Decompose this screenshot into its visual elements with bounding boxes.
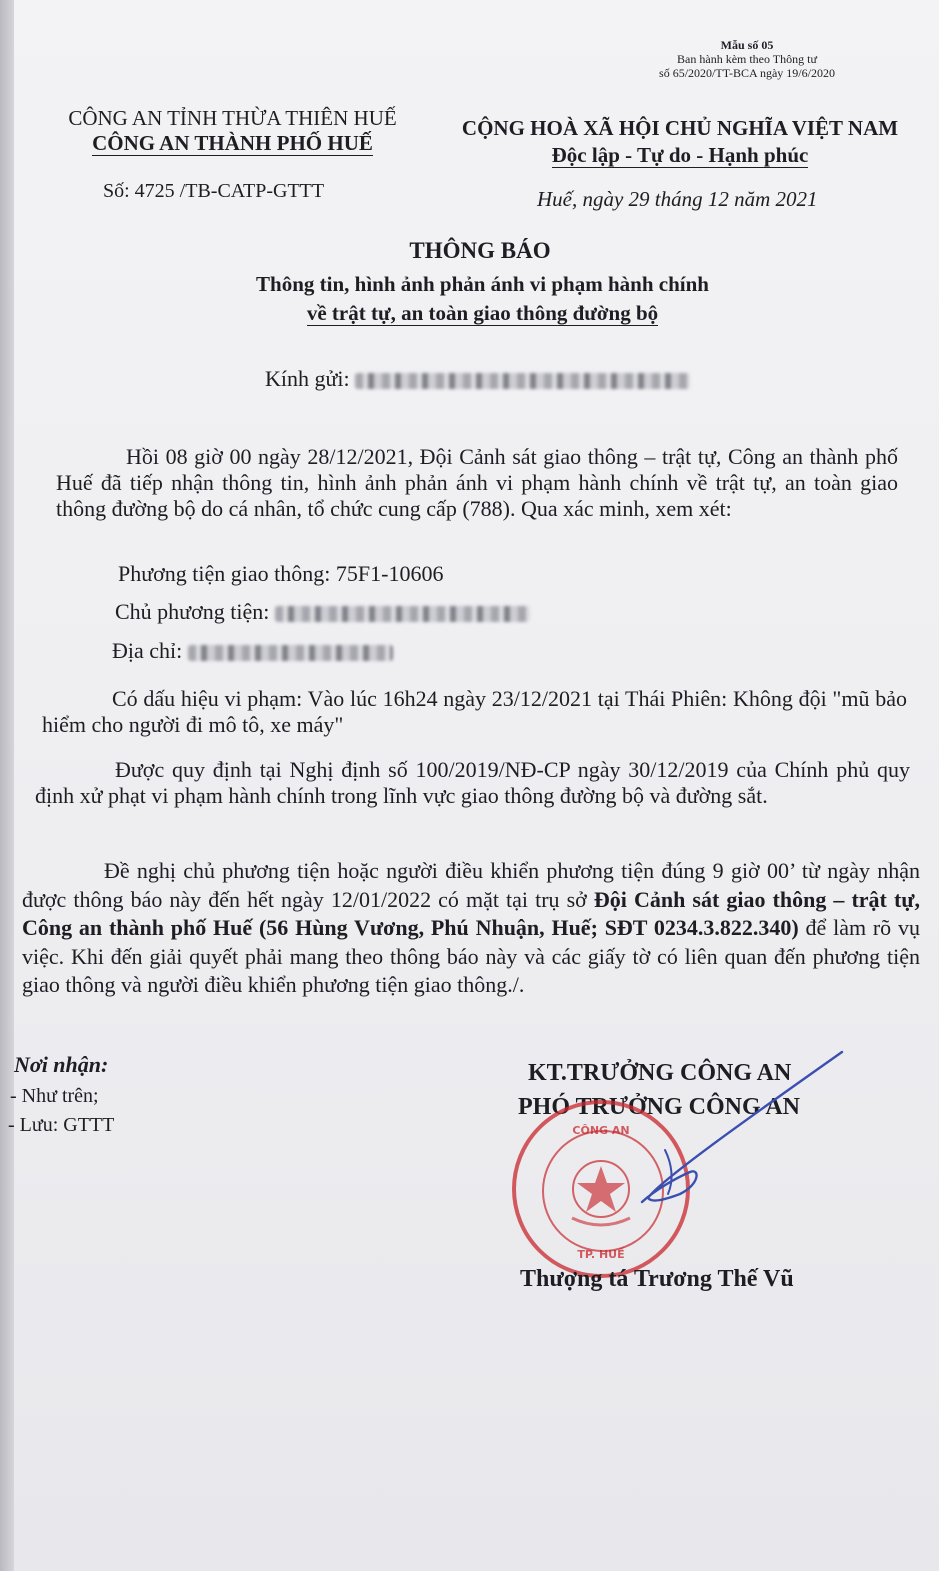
paragraph-regulation: Được quy định tại Nghị định số 100/2019/NĐ-CP ngày 30/12/2019 của Chính phủ quy định xử phạt vi phạm hành chính trong lĩnh vực giao thông đường bộ và đường sắt.	[35, 757, 910, 808]
stamp-star-icon	[512, 1100, 690, 1278]
paper-shadow-edge	[0, 0, 14, 1571]
document-subtitle-1: Thông tin, hình ảnh phản ánh vi phạm hành chính	[256, 272, 709, 296]
document-title: THÔNG BÁO	[409, 238, 551, 263]
form-note-line1: Mẫu số 05	[720, 38, 774, 52]
agency-line1: CÔNG AN TỈNH THỪA THIÊN HUẾ	[68, 106, 397, 130]
address-line	[112, 638, 393, 664]
document-subtitle-2: về trật tự, an toàn giao thông đường bộ	[306, 301, 659, 325]
nation-header	[440, 116, 920, 168]
greeting-line	[265, 366, 690, 392]
owner-label: Chủ phương tiện:	[115, 599, 270, 624]
paragraph-intro: Hồi 08 giờ 00 ngày 28/12/2021, Đội Cảnh sát giao thông – trật tự, Công an thành phố Huế đã tiếp nhận thông tin, hình ảnh phản ánh vi phạm hành chính về trật tự, an toàn giao thông đường bộ do cá nhân, tổ chức cung cấp (788). Qua xác minh, xem xét:	[56, 444, 898, 521]
address-label: Địa chỉ:	[112, 638, 183, 663]
nation-line1: CỘNG HOÀ XÃ HỘI CHỦ NGHĨA VIỆT NAM	[461, 116, 899, 140]
form-note-line2: Ban hành kèm theo Thông tư	[677, 52, 817, 66]
official-stamp	[512, 1100, 690, 1278]
greeting-label: Kính gửi:	[265, 366, 350, 391]
form-note	[612, 38, 882, 80]
form-note-line3: số 65/2020/TT-BCA ngày 19/6/2020	[659, 66, 835, 80]
owner-line	[115, 599, 530, 625]
signer-name: Thượng tá Trương Thế Vũ	[520, 1266, 794, 1292]
recipients-item-1: - Như trên;	[10, 1085, 99, 1107]
signer-title-1: KT.TRƯỞNG CÔNG AN	[528, 1060, 792, 1086]
svg-text:CÔNG AN: CÔNG AN	[572, 1124, 630, 1137]
document-date: Huế, ngày 29 tháng 12 năm 2021	[537, 187, 818, 211]
paragraph-violation: Có dấu hiệu vi phạm: Vào lúc 16h24 ngày 23/12/2021 tại Thái Phiên: Không đội "mũ bảo hiểm cho người đi mô tô, xe máy"	[42, 686, 907, 737]
svg-text:TP. HUẾ: TP. HUẾ	[577, 1248, 625, 1261]
nation-line2: Độc lập - Tự do - Hạnh phúc	[551, 143, 809, 167]
recipients-heading: Nơi nhận:	[14, 1052, 109, 1077]
vehicle-line: Phương tiện giao thông: 75F1-10606	[118, 561, 444, 586]
recipients-item-2: - Lưu: GTTT	[8, 1114, 115, 1136]
redacted-owner	[275, 606, 530, 622]
paragraph-request: Đề nghị chủ phương tiện hoặc người điều khiển phương tiện đúng 9 giờ 00’ từ ngày nhận được thông báo này đến hết ngày 12/01/2022 có mặt tại trụ sở Đội Cảnh sát giao thông – trật tự, Công an thành phố Huế (56 Hùng Vương, Phú Nhuận, Huế; SĐT 0234.3.822.340) để làm rõ vụ việc. Khi đến giải quyết phải mang theo thông báo này và các giấy tờ có liên quan đến phương tiện giao thông và người điều khiển phương tiện giao thông./.	[22, 858, 920, 997]
redacted-recipient	[355, 373, 690, 389]
agency-line2: CÔNG AN THÀNH PHỐ HUẾ	[92, 131, 373, 155]
document-number: Số: 4725 /TB-CATP-GTTT	[103, 180, 325, 202]
agency-header	[40, 106, 425, 156]
signer-title-2: PHÓ TRƯỞNG CÔNG AN	[518, 1094, 801, 1120]
redacted-address	[188, 645, 393, 661]
